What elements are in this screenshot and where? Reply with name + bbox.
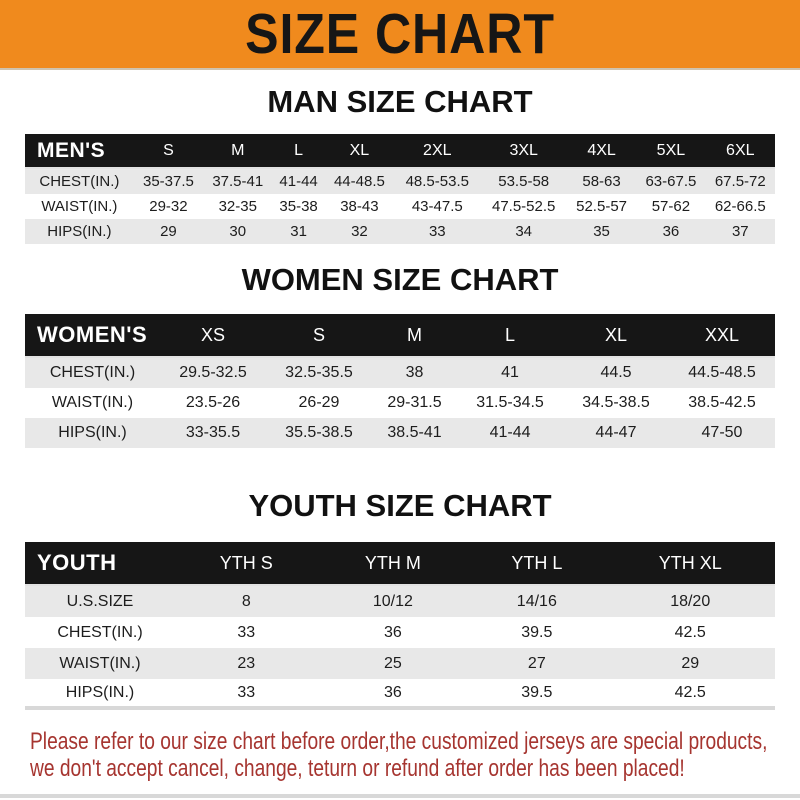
row-label: WAIST(IN.) (25, 388, 160, 418)
size-column-header: 2XL (394, 134, 480, 169)
size-cell: 8 (175, 586, 318, 617)
size-cell: 41-44 (457, 418, 563, 448)
size-column-header: YTH XL (605, 542, 775, 586)
row-label: WAIST(IN.) (25, 194, 134, 219)
header-row (25, 542, 775, 586)
size-cell: 33-35.5 (160, 418, 266, 448)
size-cell: 44.5-48.5 (669, 358, 775, 388)
size-column-header: 3XL (480, 134, 566, 169)
size-cell: 44-47 (563, 418, 669, 448)
size-column-header: M (372, 314, 457, 358)
size-column-header: S (266, 314, 372, 358)
notice-line-2: we don't accept cancel, change, teturn or refund after order has been placed! (30, 755, 685, 782)
size-cell: 42.5 (605, 679, 775, 710)
header-row (25, 134, 775, 169)
size-cell: 31.5-34.5 (457, 388, 563, 418)
size-cell: 33 (394, 219, 480, 244)
size-cell: 41 (457, 358, 563, 388)
size-cell: 33 (175, 679, 318, 710)
size-cell: 35.5-38.5 (266, 418, 372, 448)
size-cell: 42.5 (605, 617, 775, 648)
size-cell: 23 (175, 648, 318, 679)
page-title: SIZE CHART (245, 1, 555, 66)
size-column-header: L (272, 134, 324, 169)
size-cell: 31 (272, 219, 324, 244)
size-cell: 38-43 (325, 194, 394, 219)
size-column-header: 6XL (706, 134, 775, 169)
table-row (25, 586, 775, 617)
size-cell: 62-66.5 (706, 194, 775, 219)
table-row (25, 194, 775, 219)
size-cell: 63-67.5 (636, 169, 705, 194)
table-row (25, 358, 775, 388)
size-cell: 32.5-35.5 (266, 358, 372, 388)
size-cell: 35 (567, 219, 636, 244)
men-table-head (25, 134, 775, 169)
size-column-header: YTH S (175, 542, 318, 586)
size-cell: 48.5-53.5 (394, 169, 480, 194)
size-column-header: YTH M (318, 542, 469, 586)
size-cell: 36 (636, 219, 705, 244)
size-column-header: 5XL (636, 134, 705, 169)
size-cell: 47-50 (669, 418, 775, 448)
size-cell: 41-44 (272, 169, 324, 194)
size-cell: 67.5-72 (706, 169, 775, 194)
size-cell: 44.5 (563, 358, 669, 388)
row-label: HIPS(IN.) (25, 219, 134, 244)
size-cell: 34.5-38.5 (563, 388, 669, 418)
size-cell: 39.5 (468, 679, 605, 710)
youth-table-label: YOUTH (25, 542, 175, 586)
size-cell: 38 (372, 358, 457, 388)
header-row (25, 314, 775, 358)
size-cell: 27 (468, 648, 605, 679)
size-cell: 43-47.5 (394, 194, 480, 219)
size-cell: 29 (605, 648, 775, 679)
row-label: U.S.SIZE (25, 586, 175, 617)
row-label: HIPS(IN.) (25, 418, 160, 448)
table-row (25, 388, 775, 418)
size-cell: 38.5-42.5 (669, 388, 775, 418)
size-cell: 14/16 (468, 586, 605, 617)
size-cell: 29 (134, 219, 203, 244)
size-cell: 25 (318, 648, 469, 679)
size-cell: 53.5-58 (480, 169, 566, 194)
size-cell: 23.5-26 (160, 388, 266, 418)
size-column-header: YTH L (468, 542, 605, 586)
size-cell: 18/20 (605, 586, 775, 617)
row-label: HIPS(IN.) (25, 679, 175, 710)
youth-table-body (25, 586, 775, 710)
size-column-header: XXL (669, 314, 775, 358)
youth-table-head (25, 542, 775, 586)
table-row (25, 219, 775, 244)
table-row (25, 617, 775, 648)
row-label: CHEST(IN.) (25, 358, 160, 388)
size-column-header: XS (160, 314, 266, 358)
size-cell: 57-62 (636, 194, 705, 219)
bottom-divider (0, 794, 800, 798)
men-table-label: MEN'S (25, 134, 134, 169)
size-cell: 32-35 (203, 194, 272, 219)
table-row (25, 169, 775, 194)
size-column-header: XL (563, 314, 669, 358)
size-cell: 37 (706, 219, 775, 244)
men-size-table (25, 134, 775, 244)
size-column-header: S (134, 134, 203, 169)
row-label: CHEST(IN.) (25, 617, 175, 648)
size-cell: 38.5-41 (372, 418, 457, 448)
size-column-header: L (457, 314, 563, 358)
section-men (0, 84, 800, 244)
size-cell: 35-37.5 (134, 169, 203, 194)
size-cell: 29.5-32.5 (160, 358, 266, 388)
footer-notice (30, 728, 800, 782)
size-cell: 29-32 (134, 194, 203, 219)
women-table-label: WOMEN'S (25, 314, 160, 358)
size-cell: 47.5-52.5 (480, 194, 566, 219)
size-cell: 39.5 (468, 617, 605, 648)
youth-size-table (25, 542, 775, 710)
size-cell: 44-48.5 (325, 169, 394, 194)
size-cell: 36 (318, 617, 469, 648)
table-row (25, 418, 775, 448)
size-cell: 32 (325, 219, 394, 244)
table-row (25, 648, 775, 679)
size-cell: 35-38 (272, 194, 324, 219)
women-table-head (25, 314, 775, 358)
size-cell: 10/12 (318, 586, 469, 617)
women-size-table (25, 314, 775, 448)
size-cell: 37.5-41 (203, 169, 272, 194)
size-cell: 58-63 (567, 169, 636, 194)
size-cell: 36 (318, 679, 469, 710)
section-women (0, 262, 800, 448)
section-youth (0, 488, 800, 710)
size-cell: 29-31.5 (372, 388, 457, 418)
size-cell: 52.5-57 (567, 194, 636, 219)
size-cell: 34 (480, 219, 566, 244)
row-label: WAIST(IN.) (25, 648, 175, 679)
size-charts-container (0, 84, 800, 710)
size-column-header: 4XL (567, 134, 636, 169)
size-column-header: XL (325, 134, 394, 169)
size-column-header: M (203, 134, 272, 169)
women-heading: WOMEN SIZE CHART (241, 262, 559, 297)
table-row (25, 679, 775, 710)
men-table-body (25, 169, 775, 244)
size-cell: 33 (175, 617, 318, 648)
size-cell: 26-29 (266, 388, 372, 418)
women-table-body (25, 358, 775, 448)
notice-line-1: Please refer to our size chart before order,the customized jerseys are special products, (30, 728, 768, 755)
men-heading: MAN SIZE CHART (267, 84, 533, 119)
youth-heading: YOUTH SIZE CHART (248, 488, 552, 523)
banner (0, 0, 800, 70)
size-cell: 30 (203, 219, 272, 244)
row-label: CHEST(IN.) (25, 169, 134, 194)
